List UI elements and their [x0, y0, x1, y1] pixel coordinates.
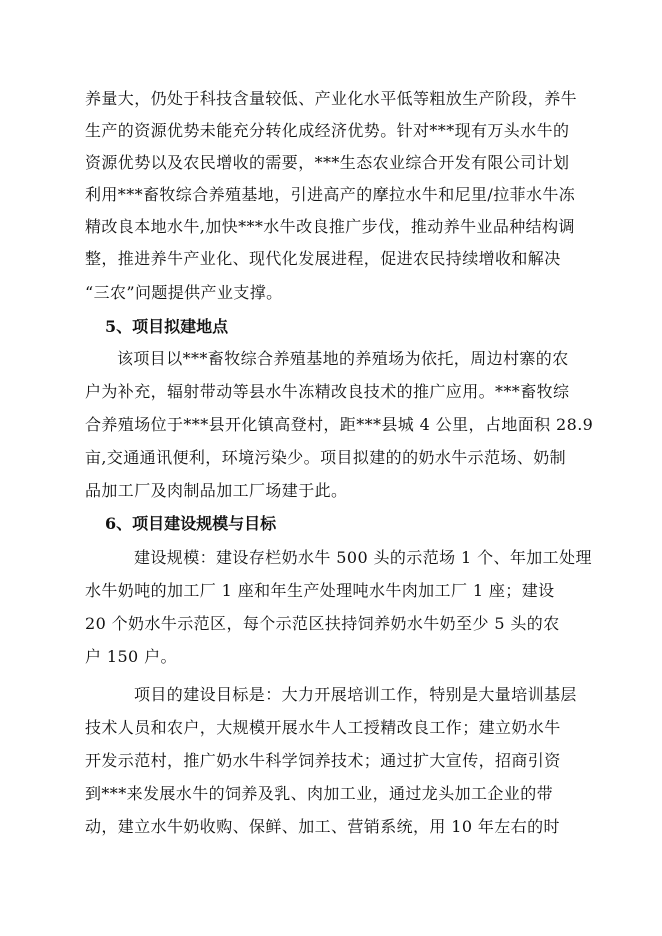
paragraph-line: 到***来发展水牛的饲养及乳、肉加工业，通过龙头加工企业的带	[85, 784, 554, 803]
paragraph-line: 户为补充，辐射带动等县水牛冻精改良技术的推广应用。***畜牧综	[85, 382, 570, 401]
paragraph-line: 20 个奶水牛示范区，每个示范区扶持饲养奶水牛奶至少 5 头的农	[85, 614, 560, 633]
paragraph-line: 整，推进养牛产业化、现代化发展进程，促进农民持续增收和解决	[85, 249, 561, 268]
paragraph-line: 合养殖场位于***县开化镇高登村，距***县城 4 公里，占地面积 28.9	[85, 415, 594, 434]
paragraph-line: 动，建立水牛奶收购、保鲜、加工、营销系统，用 10 年左右的时	[85, 817, 560, 836]
paragraph-line: 亩,交通通讯便利，环境污染少。项目拟建的的奶水牛示范场、奶制	[85, 448, 567, 467]
paragraph-line: 水牛奶吨的加工厂 1 座和年生产处理吨水牛肉加工厂 1 座；建设	[85, 581, 555, 600]
paragraph-line: 生产的资源优势未能充分转化成经济优势。针对***现有万头水牛的	[85, 121, 570, 140]
paragraph-line: 品加工厂及肉制品加工厂场建于此。	[85, 481, 348, 500]
paragraph-line: 技术人员和农户，大规模开展水牛人工授精改良工作；建立奶水牛	[85, 718, 561, 737]
paragraph-line: 该项目以***畜牧综合养殖基地的养殖场为依托，周边村寨的农	[117, 349, 569, 368]
section-heading-5: 5、项目拟建地点	[105, 317, 229, 336]
paragraph-line: “三农”问题提供产业支撑。	[85, 283, 283, 302]
paragraph-line: 精改良本地水牛,加快***水牛改良推广步伐，推动养牛业品种结构调	[85, 217, 575, 236]
paragraph-line: 养量大，仍处于科技含量较低、产业化水平低等粗放生产阶段，养牛	[85, 89, 578, 108]
paragraph-line: 利用***畜牧综合养殖基地，引进高产的摩拉水牛和尼里/拉菲水牛冻	[85, 185, 576, 204]
paragraph-line: 户 150 户。	[85, 647, 177, 666]
paragraph-line: 资源优势以及农民增收的需要，***生态农业综合开发有限公司计划	[85, 153, 570, 172]
paragraph-line: 开发示范村，推广奶水牛科学饲养技术；通过扩大宣传，招商引资	[85, 751, 561, 770]
paragraph-line: 建设规模：建设存栏奶水牛 500 头的示范场 1 个、年加工处理	[134, 548, 592, 567]
section-heading-6: 6、项目建设规模与目标	[105, 514, 277, 533]
paragraph-line: 项目的建设目标是：大力开展培训工作，特别是大量培训基层	[134, 685, 577, 704]
